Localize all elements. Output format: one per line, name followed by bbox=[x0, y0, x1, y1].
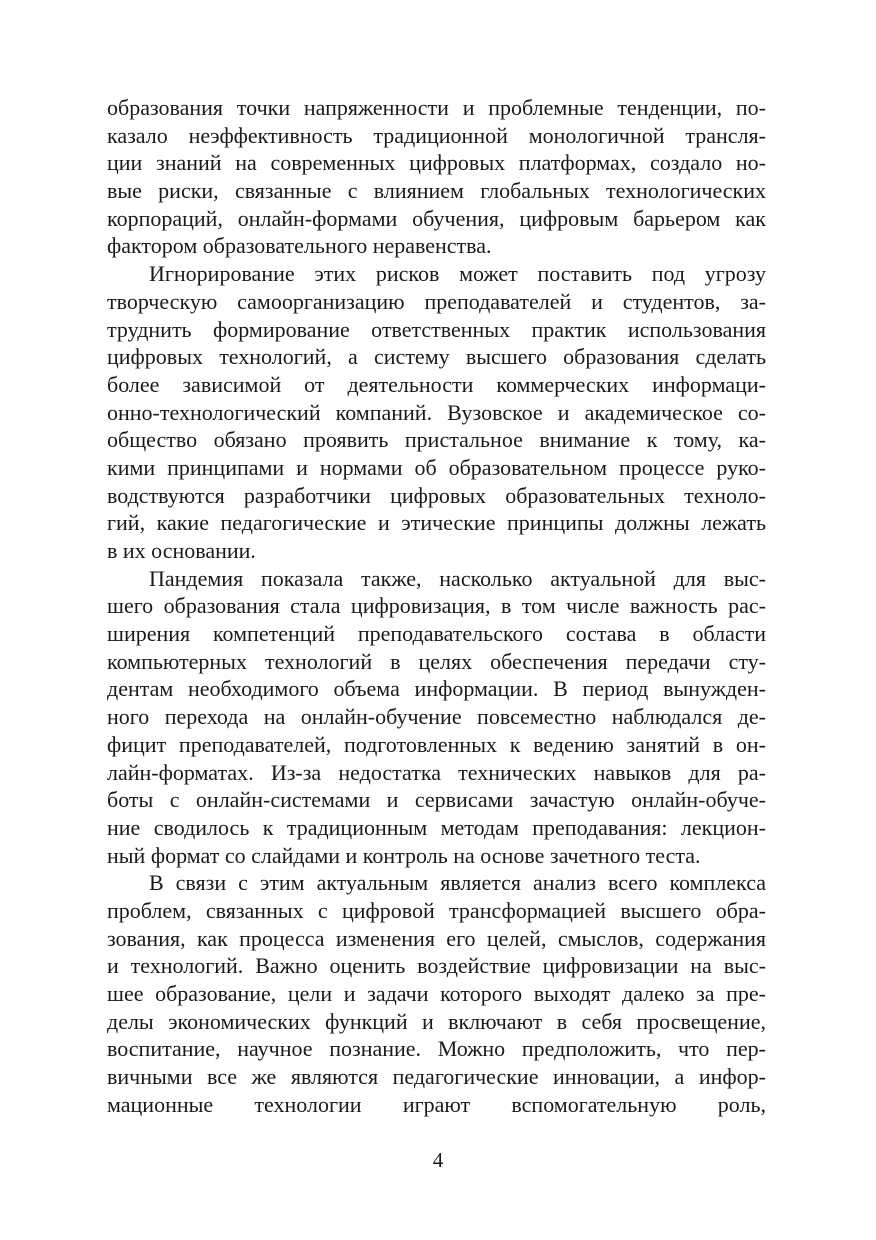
text-line: лайн-форматах. Из-за недостатка технических навыков для ра- bbox=[107, 759, 766, 785]
text-line: мационные технологии играют вспомогательную роль, bbox=[107, 1091, 766, 1117]
text-line: творческую самоорганизацию преподавателей и студентов, за- bbox=[107, 288, 766, 314]
text-line: образования точки напряженности и проблемные тенденции, по- bbox=[107, 95, 766, 120]
text-line: фицит преподавателей, подготовленных к ведению занятий в он- bbox=[107, 731, 766, 757]
text-line: цифровых технологий, а систему высшего образования сделать bbox=[107, 344, 766, 370]
text-line: вичными все же являются педагогические инновации, а инфор- bbox=[107, 1064, 766, 1090]
text-line: ции знаний на современных цифровых платформах, создало но- bbox=[107, 150, 766, 176]
text-line: шего образования стала цифровизация, в том числе важность рас- bbox=[107, 593, 766, 619]
text-line: общество обязано проявить пристальное внимание к тому, ка- bbox=[107, 427, 766, 453]
text-line: воспитание, научное познание. Можно предположить, что пер- bbox=[107, 1036, 766, 1062]
text-line: делы экономических функций и включают в себя просвещение, bbox=[107, 1008, 766, 1034]
text-line: гий, какие педагогические и этические принципы должны лежать bbox=[107, 510, 766, 536]
paragraph-first-line: В связи с этим актуальным является анализ всего комплекса bbox=[149, 870, 766, 896]
text-line: вые риски, связанные с влиянием глобальных технологических bbox=[107, 178, 766, 204]
text-line: ширения компетенций преподавательского состава в области bbox=[107, 621, 766, 647]
text-line: труднить формирование ответственных практик использования bbox=[107, 316, 766, 342]
text-line: и технологий. Важно оценить воздействие цифровизации на выс- bbox=[107, 953, 766, 979]
paragraph-first-line: Игнорирование этих рисков может поставить под угрозу bbox=[149, 261, 766, 287]
text-line: дентам необходимого объема информации. В период вынужден- bbox=[107, 676, 766, 702]
text-line: боты с онлайн-системами и сервисами зачастую онлайн-обуче- bbox=[107, 787, 766, 813]
text-line: ный формат со слайдами и контроль на основе зачетного теста. bbox=[107, 842, 701, 868]
text-line: шее образование, цели и задачи которого выходят далеко за пре- bbox=[107, 981, 766, 1006]
paragraph-first-line: Пандемия показала также, насколько актуальной для выс- bbox=[149, 565, 766, 591]
text-line: ного перехода на онлайн-обучение повсеместно наблюдался де- bbox=[107, 704, 766, 730]
text-line: кими принципами и нормами об образовательном процессе руко- bbox=[107, 454, 766, 480]
text-line: водствуются разработчики цифровых образовательных техноло- bbox=[107, 482, 766, 508]
text-line: более зависимой от деятельности коммерческих информаци- bbox=[107, 371, 766, 397]
text-line: зования, как процесса изменения его целей, смыслов, содержания bbox=[107, 925, 766, 951]
text-line: казало неэффективность традиционной монологичной трансля- bbox=[107, 122, 766, 148]
text-line: корпораций, онлайн-формами обучения, цифровым барьером как bbox=[107, 205, 766, 231]
text-line: в их основании. bbox=[107, 538, 256, 563]
page-number: 4 bbox=[432, 1148, 444, 1172]
body-text bbox=[107, 94, 766, 1118]
text-line: проблем, связанных с цифровой трансформацией высшего обра- bbox=[107, 897, 766, 923]
text-line: компьютерных технологий в целях обеспечения передачи сту- bbox=[107, 648, 766, 674]
text-line: онно-технологический компаний. Вузовское и академическое со- bbox=[107, 399, 766, 425]
text-line: ние сводилось к традиционным методам преподавания: лекцион- bbox=[107, 814, 766, 840]
text-line: фактором образовательного неравенства. bbox=[107, 233, 492, 259]
